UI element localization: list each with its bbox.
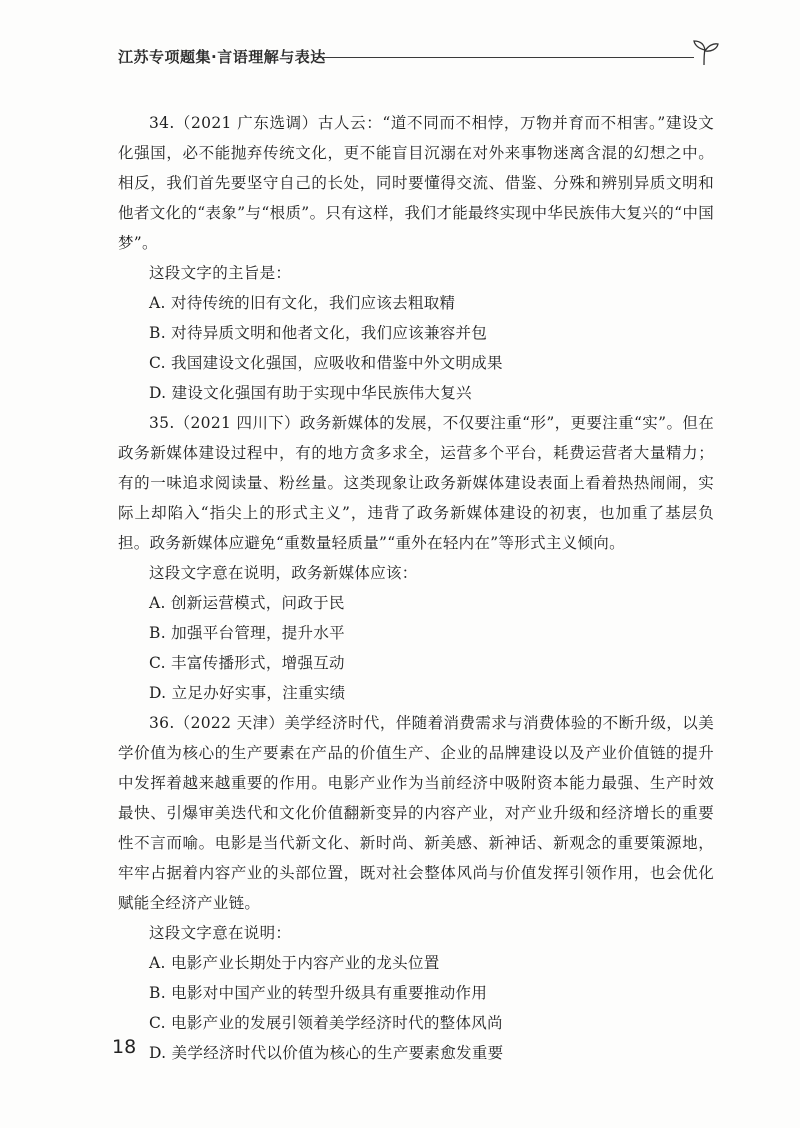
question-35 <box>118 408 714 708</box>
question-34 <box>118 108 714 408</box>
sprout-icon <box>690 38 720 68</box>
option-a: A. 电影产业长期处于内容产业的龙头位置 <box>149 954 440 972</box>
question-text: 34.（2021 广东选调）古人云：“道不同而不相悖，万物并育而不相害。”建设文化强国，必不能抛弃传统文化，更不能盲目沉溺在对外来事物迷离含混的幻想之中。相反，我们首先要坚守自己的长处，同时要懂得交流、借鉴、分殊和辨别异质文明和他者文化的“表象”与“根质”。只有这样，我们才能最终实现中华民族伟大复兴的“中国梦”。 <box>118 114 714 252</box>
question-36 <box>118 708 714 1068</box>
option-list <box>118 588 714 708</box>
running-title: 江苏专项题集·言语理解与表达 <box>118 48 326 66</box>
question-list <box>118 108 714 1068</box>
option-a: A. 创新运营模式，问政于民 <box>149 594 345 612</box>
option-c: C. 电影产业的发展引领着美学经济时代的整体风尚 <box>149 1014 503 1032</box>
question-stem: 这段文字意在说明，政务新媒体应该： <box>149 564 418 582</box>
page-header <box>118 38 718 72</box>
option-d: D. 美学经济时代以价值为核心的生产要素愈发重要 <box>149 1044 504 1062</box>
question-stem: 这段文字意在说明： <box>149 924 292 942</box>
option-a: A. 对待传统的旧有文化，我们应该去粗取精 <box>149 294 456 312</box>
header-rule <box>314 57 694 58</box>
option-list <box>118 948 714 1068</box>
page-number: 18 <box>112 1036 137 1058</box>
option-c: C. 我国建设文化强国，应吸收和借鉴中外文明成果 <box>149 354 503 372</box>
option-d: D. 建设文化强国有助于实现中华民族伟大复兴 <box>149 384 472 402</box>
question-text: 36.（2022 天津）美学经济时代，伴随着消费需求与消费体验的不断升级，以美学价值为核心的生产要素在产品的价值生产、企业的品牌建设以及产业价值链的提升中发挥着越来越重要的作用。电影产业作为当前经济中吸附资本能力最强、生产时效最快、引爆审美迭代和文化价值翻新变异的内容产业，对产业升级和经济增长的重要性不言而喻。电影是当代新文化、新时尚、新美感、新神话、新观念的重要策源地，牢牢占据着内容产业的头部位置，既对社会整体风尚与价值发挥引领作用，也会优化赋能全经济产业链。 <box>118 714 714 912</box>
option-b: B. 加强平台管理，提升水平 <box>149 624 345 642</box>
option-d: D. 立足办好实事，注重实绩 <box>149 684 346 702</box>
question-stem: 这段文字的主旨是： <box>149 264 292 282</box>
option-c: C. 丰富传播形式，增强互动 <box>149 654 345 672</box>
option-b: B. 对待异质文明和他者文化，我们应该兼容并包 <box>149 324 488 342</box>
option-list <box>118 288 714 408</box>
option-b: B. 电影对中国产业的转型升级具有重要推动作用 <box>149 984 488 1002</box>
question-text: 35.（2021 四川下）政务新媒体的发展，不仅要注重“形”，更要注重“实”。但在政务新媒体建设过程中，有的地方贪多求全，运营多个平台，耗费运营者大量精力；有的一味追求阅读量、粉丝量。这类现象让政务新媒体建设表面上看着热热闹闹，实际上却陷入“指尖上的形式主义”，违背了政务新媒体建设的初衷，也加重了基层负担。政务新媒体应避免“重数量轻质量”“重外在轻内在”等形式主义倾向。 <box>118 414 714 552</box>
